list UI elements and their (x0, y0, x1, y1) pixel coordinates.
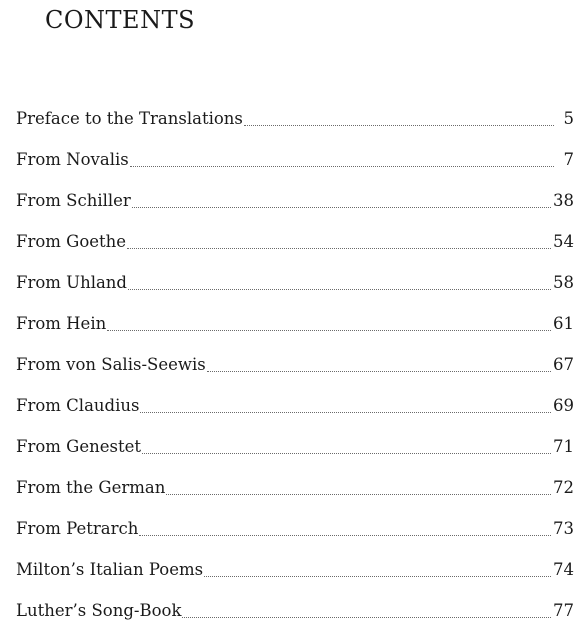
toc-entry-title: From von Salis-Seewis (16, 355, 206, 374)
toc-entry-title: From Novalis (16, 150, 129, 169)
toc-entry[interactable] (16, 190, 574, 231)
toc-dot-leader (140, 412, 551, 413)
toc-entry-title: From Schiller (16, 191, 131, 210)
toc-entry[interactable] (16, 559, 574, 600)
toc-entry-title: From Claudius (16, 396, 140, 415)
toc-entry[interactable] (16, 518, 574, 559)
toc-entry-page: 67 (553, 355, 574, 374)
toc-entry-page: 7 (563, 150, 574, 169)
toc-entry[interactable] (16, 313, 574, 354)
toc-entry[interactable] (16, 477, 574, 518)
toc-dot-leader (107, 330, 551, 331)
toc-dot-leader (204, 576, 551, 577)
toc-entry[interactable] (16, 149, 574, 190)
toc-entry[interactable] (16, 272, 574, 313)
toc-entry-page: 58 (553, 273, 574, 292)
toc-entry-page: 38 (553, 191, 574, 210)
toc-entry-page: 74 (553, 560, 574, 579)
toc-dot-leader (166, 494, 551, 495)
toc-entry-page: 77 (553, 601, 574, 620)
toc-entry-page: 69 (553, 396, 574, 415)
toc-entry-title: From Genestet (16, 437, 141, 456)
toc-dot-leader (244, 125, 554, 126)
page-title: CONTENTS (45, 6, 196, 34)
toc-entry[interactable] (16, 354, 574, 395)
toc-entry-title: From Petrarch (16, 519, 139, 538)
toc-dot-leader (127, 248, 551, 249)
toc-entry[interactable] (16, 395, 574, 436)
toc-entry-title: From Hein (16, 314, 107, 333)
toc-entry-title: From Uhland (16, 273, 127, 292)
toc-entry-page: 54 (553, 232, 574, 251)
toc-dot-leader (182, 617, 551, 618)
toc-entry-title: From Goethe (16, 232, 127, 251)
toc-entry-page: 71 (553, 437, 574, 456)
toc-entry-title: From the German (16, 478, 166, 497)
toc-entry-title: Milton’s Italian Poems (16, 560, 204, 579)
toc-dot-leader (207, 371, 551, 372)
toc-entry-page: 72 (553, 478, 574, 497)
toc-dot-leader (132, 207, 551, 208)
toc-entry-page: 73 (553, 519, 574, 538)
toc-entry-title: Luther’s Song-Book (16, 601, 182, 620)
toc-entry[interactable] (16, 231, 574, 272)
toc-entry[interactable] (16, 436, 574, 477)
toc-entry[interactable] (16, 600, 574, 641)
toc-dot-leader (142, 453, 551, 454)
toc-dot-leader (128, 289, 551, 290)
table-of-contents (16, 108, 574, 641)
toc-dot-leader (130, 166, 554, 167)
toc-dot-leader (139, 535, 551, 536)
toc-entry-page: 5 (563, 109, 574, 128)
toc-entry-title: Preface to the Translations (16, 109, 243, 128)
toc-entry-page: 61 (553, 314, 574, 333)
toc-entry[interactable] (16, 108, 574, 149)
